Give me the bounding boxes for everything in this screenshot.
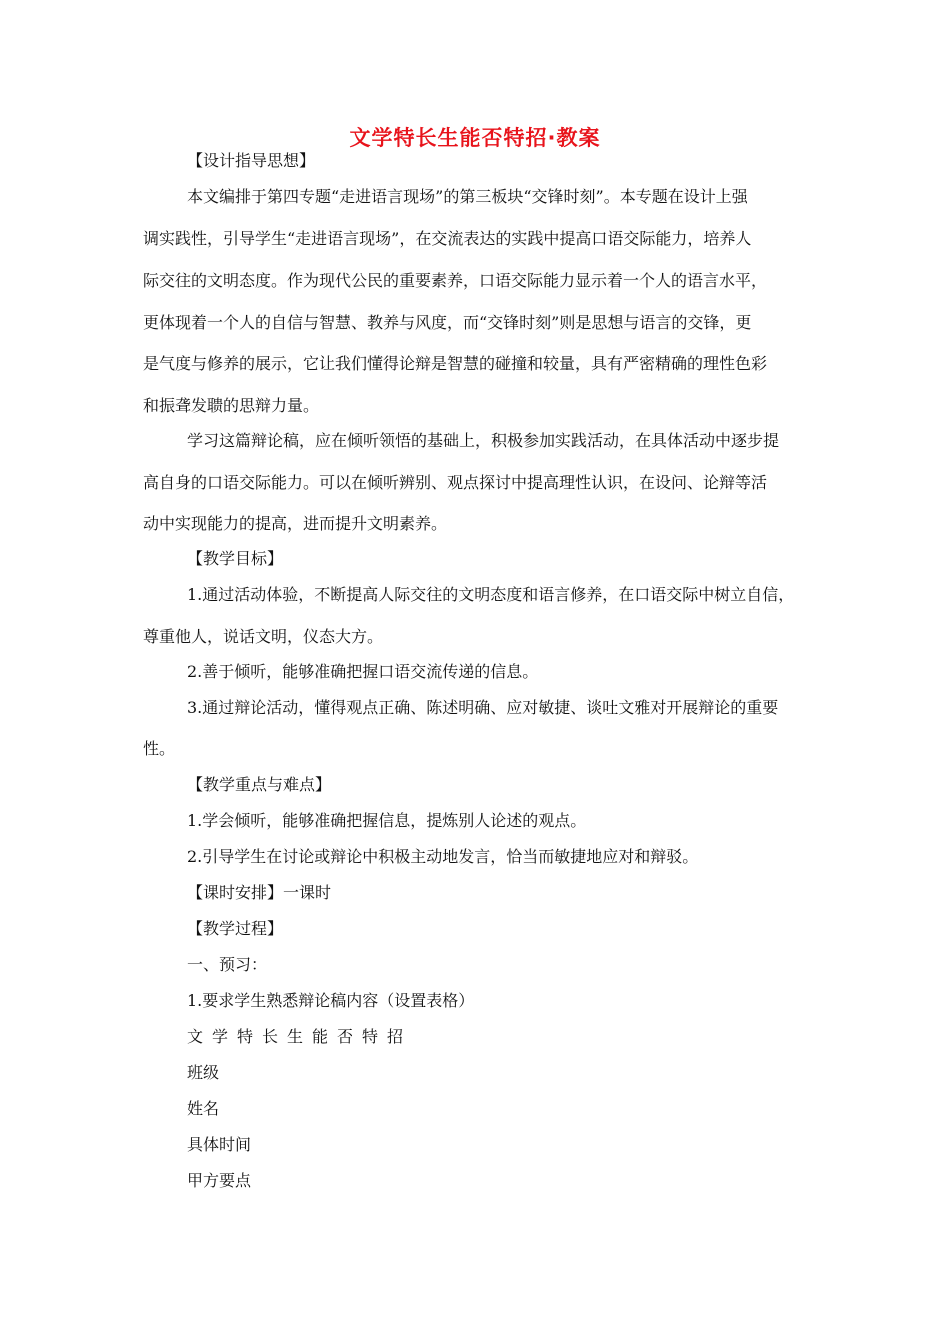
table-label-time: 具体时间 bbox=[187, 1135, 252, 1154]
section-heading-schedule: 【课时安排】一课时 bbox=[187, 883, 332, 902]
paragraph-line: 本文编排于第四专题“走进语言现场”的第三板块“交锋时刻”。本专题在设计上强 bbox=[187, 187, 748, 206]
document-title: 文学特长生能否特招·教案 bbox=[349, 126, 601, 150]
list-item: 3.通过辩论活动，懂得观点正确、陈述明确、应对敏捷、谈吐文雅对开展辩论的重要 bbox=[187, 698, 779, 717]
table-label-class: 班级 bbox=[187, 1063, 220, 1082]
list-item: 1.要求学生熟悉辩论稿内容（设置表格） bbox=[187, 991, 475, 1010]
table-title: 文学特长生能否特招 bbox=[187, 1027, 413, 1046]
list-item: 2.引导学生在讨论或辩论中积极主动地发言，恰当而敏捷地应对和辩驳。 bbox=[187, 847, 699, 866]
list-item-continuation: 性。 bbox=[143, 739, 176, 758]
list-item: 2.善于倾听，能够准确把握口语交流传递的信息。 bbox=[187, 662, 539, 681]
paragraph-line: 动中实现能力的提高，进而提升文明素养。 bbox=[143, 514, 448, 533]
subsection-heading-preview: 一、预习： bbox=[187, 955, 268, 974]
section-heading-process: 【教学过程】 bbox=[187, 919, 284, 938]
list-item: 1.通过活动体验，不断提高人际交往的文明态度和语言修养，在口语交际中树立自信， bbox=[187, 585, 795, 604]
table-label-name: 姓名 bbox=[187, 1099, 220, 1118]
section-heading-key-points: 【教学重点与难点】 bbox=[187, 775, 332, 794]
paragraph-line: 际交往的文明态度。作为现代公民的重要素养，口语交际能力显示着一个人的语言水平， bbox=[143, 271, 768, 290]
section-heading-teaching-goals: 【教学目标】 bbox=[187, 549, 284, 568]
paragraph-line: 调实践性，引导学生“走进语言现场”，在交流表达的实践中提高口语交际能力，培养人 bbox=[143, 229, 752, 248]
section-heading-design-idea: 【设计指导思想】 bbox=[187, 151, 316, 170]
paragraph-line: 是气度与修养的展示，它让我们懂得论辩是智慧的碰撞和较量，具有严密精确的理性色彩 bbox=[143, 354, 768, 373]
paragraph-line: 和振聋发聩的思辩力量。 bbox=[143, 396, 320, 415]
paragraph-line: 高自身的口语交际能力。可以在倾听辨别、观点探讨中提高理性认识，在设问、论辩等活 bbox=[143, 473, 768, 492]
paragraph-line: 学习这篇辩论稿，应在倾听领悟的基础上，积极参加实践活动，在具体活动中逐步提 bbox=[187, 431, 780, 450]
paragraph-line: 更体现着一个人的自信与智慧、教养与风度，而“交锋时刻”则是思想与语言的交锋，更 bbox=[143, 313, 752, 332]
list-item: 1.学会倾听，能够准确把握信息，提炼别人论述的观点。 bbox=[187, 811, 587, 830]
table-label-side-a-points: 甲方要点 bbox=[187, 1171, 252, 1190]
list-item-continuation: 尊重他人，说话文明，仪态大方。 bbox=[143, 627, 384, 646]
